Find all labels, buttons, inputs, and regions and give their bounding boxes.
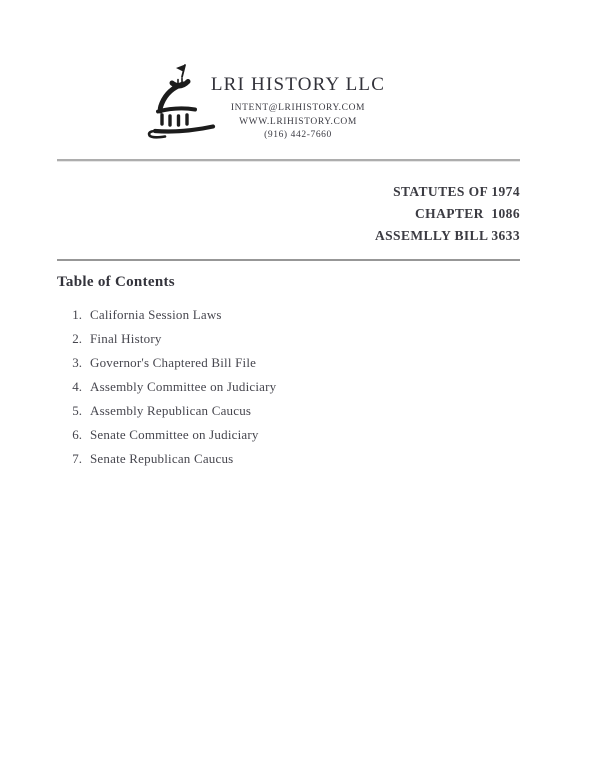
company-name: LRI HISTORY LLC <box>210 74 386 95</box>
toc-item <box>57 399 457 423</box>
statute-reference-block <box>375 181 520 247</box>
statutes-line: STATUTES OF 1974 <box>393 184 520 199</box>
toc-item-number: 6. <box>72 427 82 442</box>
toc-item-number: 2. <box>72 331 82 346</box>
letterhead <box>173 74 423 143</box>
toc-title: Table of Contents <box>57 274 175 290</box>
divider-top <box>57 159 520 161</box>
company-phone: (916) 442-7660 <box>264 130 332 140</box>
toc-item-number: 3. <box>72 355 82 370</box>
toc-item-label: Governor's Chaptered Bill File <box>90 355 257 370</box>
company-website: WWW.LRIHISTORY.COM <box>239 116 357 127</box>
chapter-line: CHAPTER 1086 <box>415 206 520 221</box>
toc-item-label: Assembly Committee on Judiciary <box>90 379 277 394</box>
toc-item <box>57 303 457 327</box>
toc-item-number: 5. <box>72 403 82 418</box>
divider-bottom <box>57 259 520 261</box>
toc-item-number: 7. <box>72 451 82 466</box>
toc-item-label: Senate Committee on Judiciary <box>90 427 259 442</box>
toc-item-label: California Session Laws <box>90 307 222 322</box>
toc-item <box>57 351 457 375</box>
toc-item-number: 4. <box>72 379 82 394</box>
toc-item-label: Final History <box>90 331 162 346</box>
toc-item-label: Senate Republican Caucus <box>90 451 234 466</box>
toc-item-label: Assembly Republican Caucus <box>90 403 252 418</box>
toc-item <box>57 447 457 471</box>
bill-line: ASSEMLLY BILL 3633 <box>374 228 520 243</box>
toc-item <box>57 327 457 351</box>
company-email: INTENT@LRIHISTORY.COM <box>230 103 366 113</box>
toc-list <box>57 303 457 471</box>
toc-item <box>57 423 457 447</box>
toc-item <box>57 375 457 399</box>
toc-item-number: 1. <box>72 307 82 322</box>
